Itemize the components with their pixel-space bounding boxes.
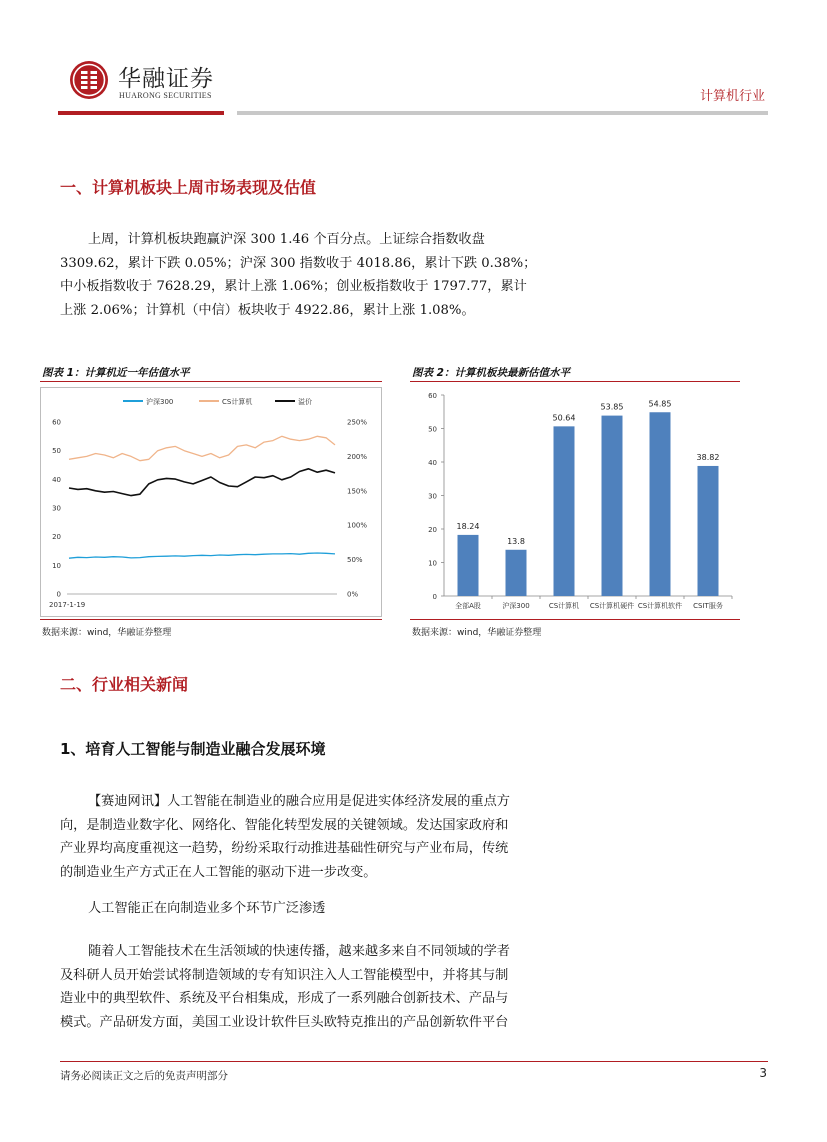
legend-entry: 溢价 — [298, 398, 312, 406]
right-tick-label: 0% — [347, 590, 359, 599]
logo-emblem-icon — [70, 61, 108, 99]
y-tick-label: 10 — [428, 559, 437, 568]
series-line — [69, 436, 335, 460]
left-tick-label: 50 — [52, 447, 61, 456]
y-tick-label: 0 — [432, 593, 437, 601]
figure2-label: 图表 2：计算机板块最新估值水平 — [412, 367, 570, 379]
paragraph-line: 【赛迪网讯】人工智能在制造业的融合应用是促进实体经济发展的重点方 — [88, 794, 510, 809]
section1-paragraph — [60, 228, 580, 322]
figure2-rule-bottom — [410, 619, 740, 620]
figure1-rule-bottom — [40, 619, 382, 620]
x-tick-label: 2017-1-19 — [49, 601, 86, 609]
figure1-rule — [40, 381, 382, 382]
paragraph-line: 及科研人员开始尝试将制造领域的专有知识注入人工智能模型中，并将其与制 — [60, 967, 509, 983]
left-tick-label: 0 — [56, 590, 61, 599]
left-tick-label: 40 — [52, 475, 61, 484]
paragraph-line: 向，是制造业数字化、网络化、智能化转型发展的关键领域。发达国家政府和 — [60, 817, 509, 833]
page-number: 3 — [759, 1066, 767, 1080]
brand-name-en: HUARONG SECURITIES — [119, 91, 212, 100]
legend-entry: CS计算机 — [222, 398, 253, 406]
figure1-label: 图表 1：计算机近一年估值水平 — [42, 367, 190, 379]
legend-entry: 沪深300 — [146, 398, 174, 406]
right-tick-label: 100% — [347, 521, 368, 530]
bar-value-label: 54.85 — [648, 399, 672, 409]
brand-name-cn: 华融证券 — [118, 66, 214, 92]
left-tick-label: 20 — [52, 533, 61, 542]
y-tick-label: 20 — [428, 526, 437, 534]
section2-title: 二、行业相关新闻 — [60, 675, 189, 694]
x-tick-label: 全部A股 — [455, 602, 481, 610]
figure1-chart — [40, 387, 382, 617]
bar — [554, 426, 575, 596]
news1-title: 1、培育人工智能与制造业融合发展环境 — [60, 740, 326, 758]
paragraph-line: 随着人工智能技术在生活领域的快速传播，越来越多来自不同领域的学者 — [88, 944, 510, 959]
y-tick-label: 40 — [428, 459, 437, 467]
right-tick-label: 250% — [347, 418, 368, 427]
left-tick-label: 10 — [52, 561, 61, 570]
bar — [602, 416, 623, 596]
series-line — [69, 553, 335, 558]
y-tick-label: 60 — [428, 392, 437, 400]
bar — [506, 550, 527, 596]
news1-paragraph2 — [60, 897, 580, 921]
industry-label: 计算机行业 — [699, 89, 765, 104]
paragraph-line: 3309.62，累计下跌 0.05%；沪深 300 指数收于 4018.86，累计下跌 0.38%； — [60, 255, 537, 271]
paragraph-line: 的制造业生产方式正在人工智能的驱动下进一步改变。 — [60, 864, 377, 880]
x-tick-label: CS计算机 — [548, 602, 580, 610]
bar — [650, 412, 671, 596]
news1-paragraph1 — [60, 790, 580, 884]
figure1-source: 数据来源：wind，华融证券整理 — [42, 628, 172, 638]
huarong-logo — [70, 61, 108, 99]
x-tick-label: 沪深300 — [502, 602, 530, 610]
right-tick-label: 200% — [347, 452, 368, 461]
paragraph-line: 模式。产品研发方面，美国工业设计软件巨头欧特克推出的产品创新软件平台 — [60, 1014, 509, 1030]
paragraph-line: 上涨 2.06%；计算机（中信）板块收于 4922.86，累计上涨 1.08%。 — [60, 302, 475, 318]
left-tick-label: 60 — [52, 418, 61, 427]
bar — [458, 535, 479, 596]
x-tick-label: CS计算机软件 — [637, 602, 683, 610]
bar-value-label: 53.85 — [600, 402, 624, 412]
y-tick-label: 50 — [428, 425, 437, 434]
right-tick-label: 150% — [347, 487, 368, 496]
x-tick-label: CSIT服务 — [693, 602, 723, 610]
figure2-rule — [410, 381, 740, 382]
footer-disclaimer: 请务必阅读正文之后的免责声明部分 — [60, 1070, 228, 1082]
bar-value-label: 50.64 — [552, 413, 576, 423]
paragraph-line: 中小板指数收于 7628.29，累计上涨 1.06%；创业板指数收于 1797.77，累计 — [60, 279, 527, 294]
footer-rule — [60, 1061, 768, 1062]
left-tick-label: 30 — [52, 504, 61, 513]
paragraph-line: 上周，计算机板块跑赢沪深 300 1.46 个百分点。上证综合指数收盘 — [88, 232, 485, 247]
section1-title: 一、计算机板块上周市场表现及估值 — [60, 178, 317, 197]
header-rule-red — [58, 111, 224, 115]
figure2-source: 数据来源：wind，华融证券整理 — [412, 628, 542, 638]
bar-value-label: 18.24 — [456, 521, 480, 531]
valuation-bar-chart — [410, 385, 740, 617]
x-tick-label: CS计算机硬件 — [589, 602, 635, 610]
bar-value-label: 13.8 — [507, 536, 525, 546]
paragraph-line: 造业中的典型软件、系统及平台相集成，形成了一系列融合创新技术、产品与 — [60, 991, 509, 1006]
valuation-line-chart — [41, 388, 381, 616]
y-tick-label: 30 — [428, 492, 437, 501]
figure2-chart — [410, 385, 740, 617]
right-tick-label: 50% — [347, 556, 363, 565]
series-line — [69, 469, 335, 496]
header-rule-grey — [237, 111, 768, 115]
bar-value-label: 38.82 — [696, 452, 720, 462]
bar — [698, 466, 719, 596]
paragraph-line: 产业界均高度重视这一趋势，纷纷采取行动推进基础性研究与产业布局，传统 — [60, 841, 509, 856]
news1-paragraph3 — [60, 940, 580, 1034]
paragraph-line: 人工智能正在向制造业多个环节广泛渗透 — [88, 901, 326, 916]
